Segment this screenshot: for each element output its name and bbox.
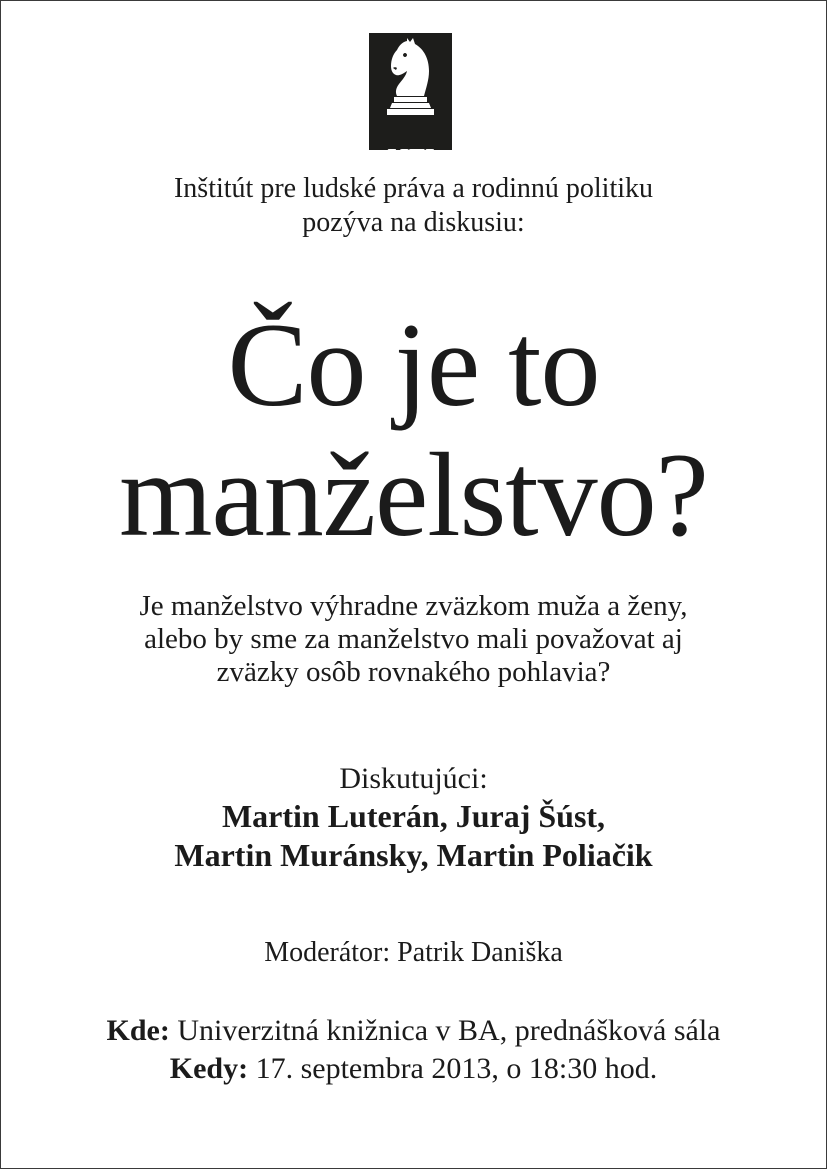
question-line-2: alebo by sme za manželstvo mali považovat aj	[144, 623, 683, 655]
intro-text	[0, 172, 827, 240]
page-title	[0, 300, 827, 560]
question-line-1: Je manželstvo výhradne zväzkom muža a ženy,	[139, 590, 688, 622]
logo-text: HFI	[387, 141, 434, 176]
moderator-label: Moderátor:	[264, 937, 391, 968]
time-value: 17. septembra 2013, o 18:30 hod.	[255, 1052, 658, 1085]
discussion-question	[0, 590, 827, 689]
speakers-list	[0, 797, 827, 875]
location-value: Univerzitná knižnica v BA, prednášková sála	[177, 1014, 721, 1047]
title-line-1: Čo je to	[227, 298, 600, 431]
moderator	[0, 936, 827, 970]
location-label: Kde:	[106, 1014, 170, 1047]
title-line-2: manželstvo?	[119, 428, 708, 561]
hfi-logo	[369, 33, 452, 176]
chess-knight-icon	[369, 33, 452, 150]
intro-line-organization: Inštitút pre ludské práva a rodinnú politiku	[173, 173, 654, 204]
event-info	[0, 1012, 827, 1088]
speakers-heading: Diskutujúci:	[339, 762, 488, 795]
intro-line-invitation: pozýva na diskusiu:	[302, 207, 525, 238]
event-time	[0, 1050, 827, 1088]
event-location	[0, 1012, 827, 1050]
time-label: Kedy:	[169, 1052, 249, 1085]
moderator-name: Patrik Daniška	[397, 937, 563, 968]
speakers-line-1: Martin Luterán, Juraj Šúst,	[221, 798, 606, 834]
question-line-3: zväzky osôb rovnakého pohlavia?	[216, 656, 611, 688]
speakers-line-2: Martin Muránsky, Martin Poliačik	[174, 837, 653, 873]
